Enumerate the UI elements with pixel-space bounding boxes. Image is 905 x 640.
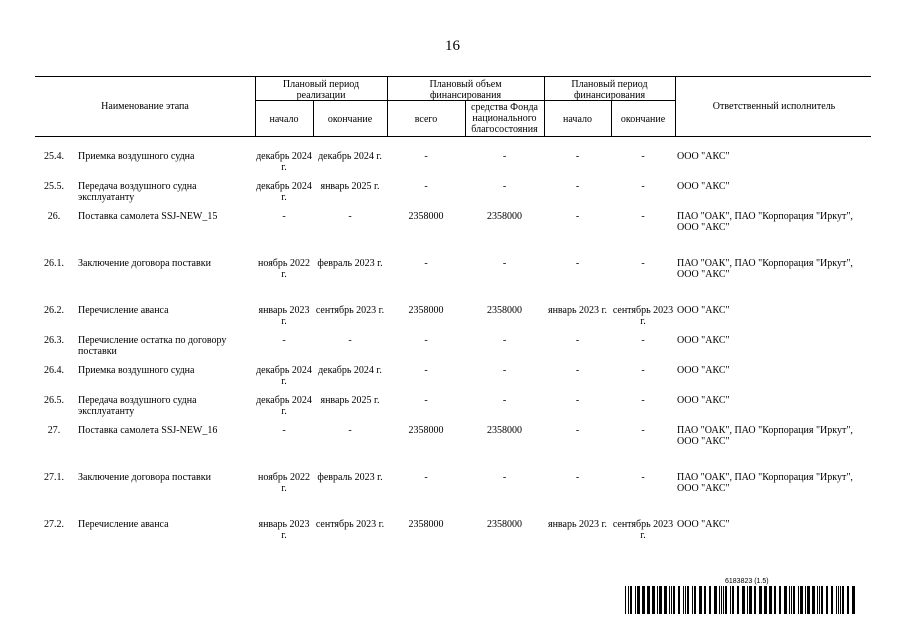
- barcode-bar: [791, 586, 792, 614]
- volume-total: -: [424, 151, 428, 162]
- barcode-bar: [737, 586, 739, 614]
- period-end: декабрь 2024 г.: [318, 365, 382, 376]
- barcode-bar: [730, 586, 731, 614]
- row-number: 26.: [47, 211, 61, 222]
- responsible: ПАО "ОАК", ПАО "Корпорация "Иркут", ООО "АКС": [677, 425, 853, 447]
- header-divider: [675, 76, 676, 136]
- period-end: -: [348, 425, 352, 436]
- barcode-bar: [709, 586, 711, 614]
- volume-fund: -: [502, 365, 507, 376]
- barcode-bar: [673, 586, 675, 614]
- row-number: 26.4.: [44, 365, 64, 376]
- stage-name: Перечисление остатка по договору поставки: [78, 335, 227, 357]
- volume-total: -: [424, 365, 428, 376]
- row-number: 27.: [47, 425, 61, 436]
- volume-fund: -: [502, 181, 507, 192]
- fin-start: -: [575, 335, 580, 346]
- barcode-bar: [664, 586, 667, 614]
- responsible: ООО "АКС": [677, 181, 730, 192]
- barcode-bar: [725, 586, 727, 614]
- fin-end: -: [641, 395, 645, 406]
- barcode-bar: [805, 586, 806, 614]
- volume-fund: -: [502, 335, 507, 346]
- fin-start: -: [575, 395, 580, 406]
- barcode-bar: [852, 586, 855, 614]
- responsible: ООО "АКС": [677, 151, 730, 162]
- header-stage-name: Наименование этапа: [101, 101, 189, 112]
- barcode-bar: [685, 586, 686, 614]
- barcode-bar: [800, 586, 803, 614]
- barcode-number: 6183823 (1.5): [725, 578, 769, 585]
- volume-fund: 2358000: [487, 211, 522, 222]
- responsible: ООО "АКС": [677, 305, 730, 316]
- volume-fund: 2358000: [487, 425, 522, 436]
- row-number: 26.2.: [44, 305, 64, 316]
- period-end: январь 2025 г.: [320, 395, 380, 406]
- row-number: 27.2.: [44, 519, 64, 530]
- fin-start: январь 2023 г.: [547, 305, 607, 316]
- period-end: январь 2025 г.: [320, 181, 380, 192]
- fin-end: -: [641, 365, 645, 376]
- period-end: сентябрь 2023 г.: [315, 519, 385, 530]
- barcode-bar: [625, 586, 626, 614]
- barcode-bar: [678, 586, 680, 614]
- volume-total: -: [424, 181, 428, 192]
- volume-total: -: [424, 395, 428, 406]
- row-number: 26.5.: [44, 395, 64, 406]
- period-end: декабрь 2024 г.: [318, 151, 382, 162]
- period-start: январь 2023 г.: [258, 519, 310, 541]
- header-divider: [544, 76, 545, 136]
- stage-name: Приемка воздушного судна: [78, 151, 195, 162]
- fin-end: -: [641, 151, 645, 162]
- barcode-bar: [807, 586, 810, 614]
- period-end: -: [348, 335, 352, 346]
- responsible: ООО "АКС": [677, 365, 730, 376]
- barcode-bar: [704, 586, 706, 614]
- period-start: ноябрь 2022 г.: [258, 472, 310, 494]
- barcode-bar: [764, 586, 767, 614]
- period-start: декабрь 2024 г.: [256, 181, 312, 203]
- fin-start: -: [575, 258, 580, 269]
- barcode-bar: [779, 586, 781, 614]
- barcode-bar: [789, 586, 790, 614]
- responsible: ООО "АКС": [677, 519, 730, 530]
- barcode-bar: [821, 586, 823, 614]
- responsible: ПАО "ОАК", ПАО "Корпорация "Иркут", ООО "АКС": [677, 211, 853, 233]
- barcode-bar: [694, 586, 696, 614]
- stage-name: Передача воздушного судна эксплуатанту: [78, 181, 197, 203]
- period-start: ноябрь 2022 г.: [258, 258, 310, 280]
- volume-fund: 2358000: [487, 305, 522, 316]
- barcode-bar: [723, 586, 724, 614]
- period-start: декабрь 2024 г.: [256, 365, 312, 387]
- barcode-bar: [840, 586, 841, 614]
- barcode-bar: [847, 586, 849, 614]
- barcode-bar: [630, 586, 632, 614]
- stage-name: Поставка самолета SSJ-NEW_16: [78, 425, 218, 436]
- fin-end: -: [641, 211, 645, 222]
- fin-start: -: [575, 472, 580, 483]
- responsible: ООО "АКС": [677, 395, 730, 406]
- header-finperiod-group: Плановый период финансирования: [571, 79, 648, 101]
- barcode-bar: [647, 586, 650, 614]
- row-number: 26.1.: [44, 258, 64, 269]
- barcode-bar: [838, 586, 839, 614]
- table-top-rule: [35, 76, 871, 77]
- fin-end: -: [641, 335, 645, 346]
- barcode-bar: [831, 586, 833, 614]
- period-end: февраль 2023 г.: [317, 472, 383, 483]
- volume-fund: -: [502, 258, 507, 269]
- volume-total: 2358000: [408, 305, 444, 316]
- barcode-bar: [793, 586, 795, 614]
- period-start: -: [282, 335, 286, 346]
- barcode-bar: [774, 586, 776, 614]
- barcode-bar: [769, 586, 772, 614]
- volume-total: 2358000: [408, 211, 444, 222]
- stage-name: Приемка воздушного судна: [78, 365, 195, 376]
- fin-start: -: [575, 211, 580, 222]
- responsible: ПАО "ОАК", ПАО "Корпорация "Иркут", ООО "АКС": [677, 472, 853, 494]
- volume-fund: -: [502, 151, 507, 162]
- page-number: 16: [445, 38, 460, 54]
- fin-end: сентябрь 2023 г.: [612, 519, 674, 541]
- barcode-bar: [732, 586, 734, 614]
- barcode-bar: [683, 586, 684, 614]
- barcode-bar: [714, 586, 717, 614]
- period-start: январь 2023 г.: [258, 305, 310, 327]
- fin-start: -: [575, 151, 580, 162]
- barcode-bar: [699, 586, 702, 614]
- period-end: сентябрь 2023 г.: [315, 305, 385, 316]
- barcode-bar: [742, 586, 745, 614]
- barcode-bar: [842, 586, 844, 614]
- fin-start: январь 2023 г.: [547, 519, 607, 530]
- barcode-bar: [687, 586, 689, 614]
- barcode-bar: [784, 586, 787, 614]
- period-start: -: [282, 211, 286, 222]
- header-volume-group: Плановый объем финансирования: [429, 79, 502, 101]
- responsible: ПАО "ОАК", ПАО "Корпорация "Иркут", ООО "АКС": [677, 258, 853, 280]
- barcode-bar: [826, 586, 828, 614]
- barcode-bar: [812, 586, 815, 614]
- volume-fund: 2358000: [487, 519, 522, 530]
- barcode-bar: [798, 586, 799, 614]
- volume-total: -: [424, 472, 428, 483]
- fin-start: -: [575, 365, 580, 376]
- fin-end: -: [641, 258, 645, 269]
- fin-end: -: [641, 181, 645, 192]
- barcode-bar: [749, 586, 752, 614]
- barcode-bar: [754, 586, 756, 614]
- row-number: 25.5.: [44, 181, 64, 192]
- header-divider: [387, 76, 388, 136]
- volume-total: -: [424, 258, 428, 269]
- period-start: -: [282, 425, 286, 436]
- fin-end: сентябрь 2023 г.: [612, 305, 674, 327]
- stage-name: Передача воздушного судна эксплуатанту: [78, 395, 197, 417]
- header-divider: [255, 76, 256, 136]
- barcode-bar: [719, 586, 720, 614]
- header-divider: [465, 100, 466, 136]
- header-fin-start: начало: [563, 114, 592, 125]
- table-header-bottom-rule: [35, 136, 871, 137]
- responsible: ООО "АКС": [677, 335, 730, 346]
- header-fin-end: окончание: [620, 114, 666, 125]
- barcode-bar: [635, 586, 636, 614]
- fin-start: -: [575, 425, 580, 436]
- row-number: 25.4.: [44, 151, 64, 162]
- fin-end: -: [641, 425, 645, 436]
- barcode-bar: [836, 586, 837, 614]
- barcode-bar: [642, 586, 645, 614]
- barcode-bar: [671, 586, 672, 614]
- header-total: всего: [414, 114, 438, 125]
- volume-fund: -: [502, 472, 507, 483]
- barcode-bar: [659, 586, 662, 614]
- fin-end: -: [641, 472, 645, 483]
- barcode-bar: [817, 586, 818, 614]
- barcode-bar: [692, 586, 693, 614]
- barcode-bar: [657, 586, 658, 614]
- barcode-bar: [637, 586, 640, 614]
- stage-name: Заключение договора поставки: [78, 472, 211, 483]
- row-number: 26.3.: [44, 335, 64, 346]
- header-fund: средства Фонда национального благосостояния: [471, 102, 538, 135]
- barcode-bar: [721, 586, 722, 614]
- header-responsible: Ответственный исполнитель: [712, 101, 836, 112]
- header-end: окончание: [327, 114, 373, 125]
- row-number: 27.1.: [44, 472, 64, 483]
- barcode-bar: [759, 586, 762, 614]
- barcode-bar: [819, 586, 820, 614]
- stage-name: Перечисление аванса: [78, 305, 169, 316]
- period-end: февраль 2023 г.: [317, 258, 383, 269]
- header-start: начало: [269, 114, 299, 125]
- stage-name: Перечисление аванса: [78, 519, 169, 530]
- fin-start: -: [575, 181, 580, 192]
- period-start: декабрь 2024 г.: [256, 395, 312, 417]
- stage-name: Заключение договора поставки: [78, 258, 211, 269]
- period-start: декабрь 2024 г.: [256, 151, 312, 173]
- volume-total: 2358000: [408, 425, 444, 436]
- volume-total: -: [424, 335, 428, 346]
- volume-fund: -: [502, 395, 507, 406]
- period-end: -: [348, 211, 352, 222]
- volume-total: 2358000: [408, 519, 444, 530]
- barcode-bar: [747, 586, 748, 614]
- barcode-bar: [652, 586, 655, 614]
- barcode-bar: [669, 586, 670, 614]
- header-period-group: Плановый период реализации: [282, 79, 360, 101]
- stage-name: Поставка самолета SSJ-NEW_15: [78, 211, 218, 222]
- barcode-bar: [628, 586, 629, 614]
- barcode: [625, 586, 857, 614]
